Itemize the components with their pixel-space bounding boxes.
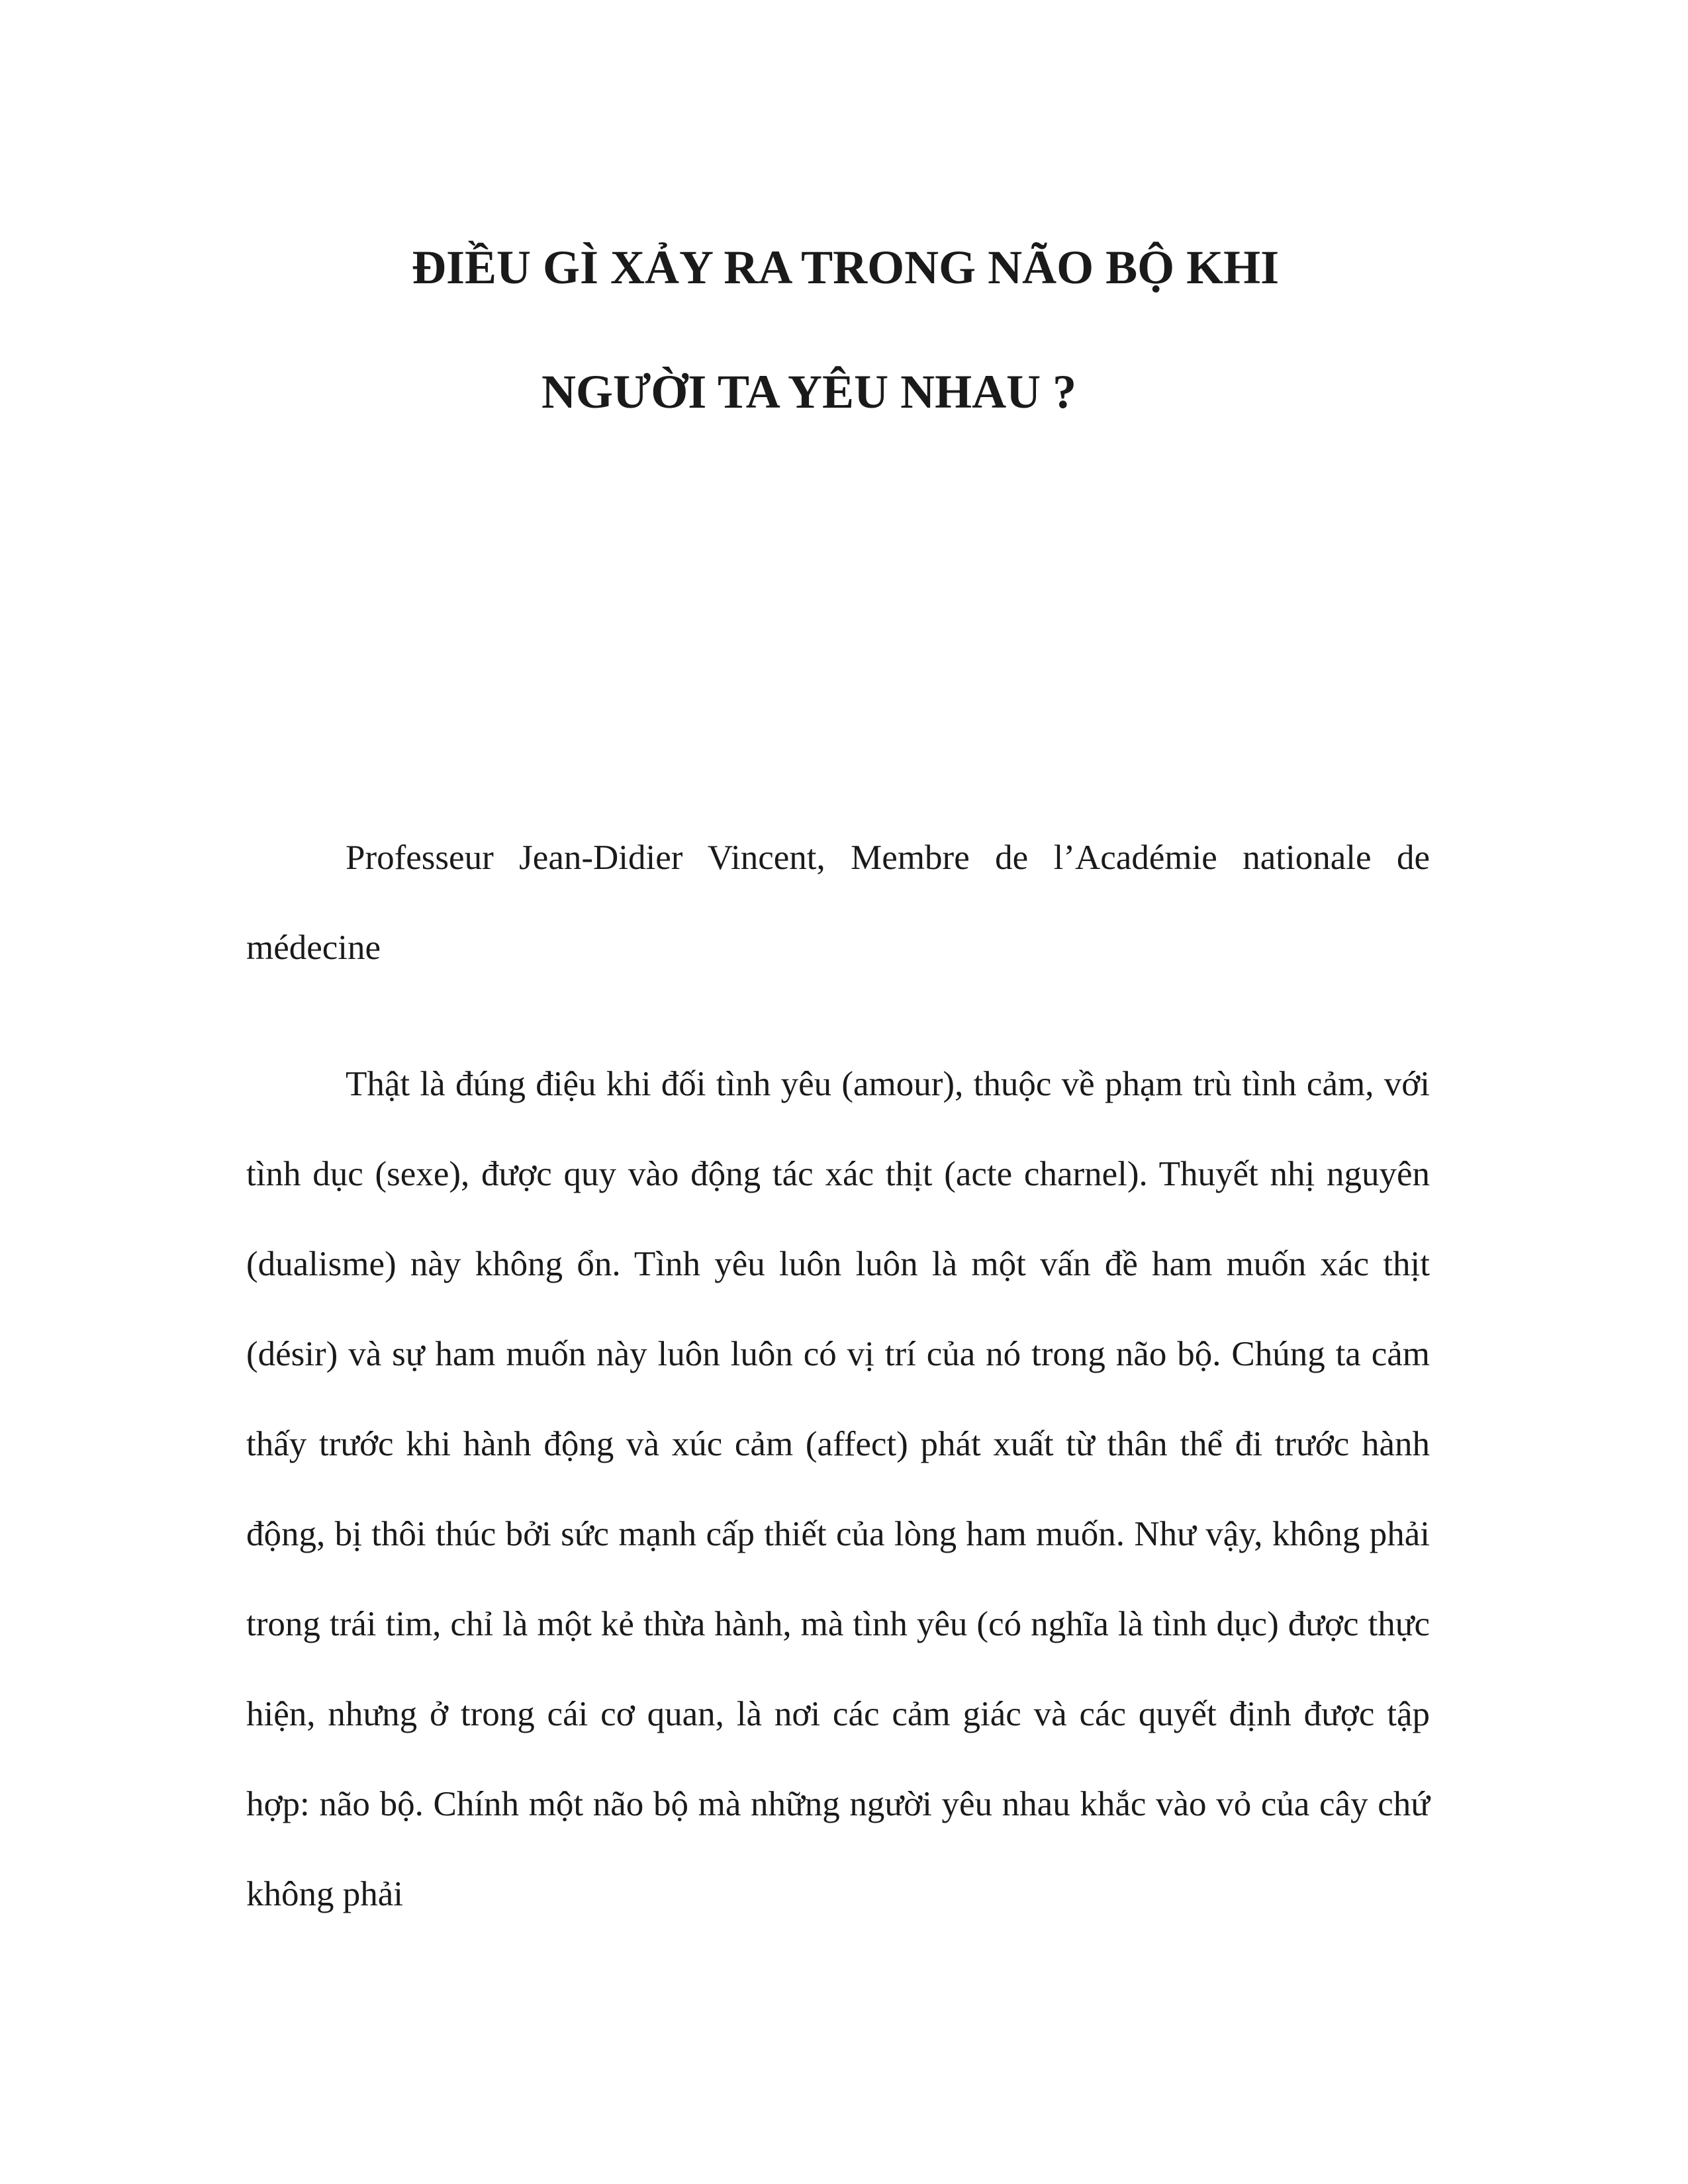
title-line-1: ĐIỀU GÌ XẢY RA TRONG NÃO BỘ KHI (412, 241, 1280, 294)
body-text (246, 1039, 1430, 1939)
author-block (246, 813, 1430, 993)
body-paragraph-1: Thật là đúng điệu khi đối tình yêu (amour), thuộc về phạm trù tình cảm, với tình dục (sexe), được quy vào động tác xác thịt (acte charnel). Thuyết nhị nguyên (dualisme) này không ổn. Tình yêu luôn luôn là một vấn đề ham muốn xác thịt (désir) và sự ham muốn này luôn luôn có vị trí của nó trong não bộ. Chúng ta cảm thấy trước khi hành động và xúc cảm (affect) phát xuất từ thân thể đi trước hành động, bị thôi thúc bởi sức mạnh cấp thiết của lòng ham muốn. Như vậy, không phải trong trái tim, chỉ là một kẻ thừa hành, mà tình yêu (có nghĩa là tình dục) được thực hiện, nhưng ở trong cái cơ quan, là nơi các cảm giác và các quyết định được tập hợp: não bộ. Chính một não bộ mà những người yêu nhau khắc vào vỏ của cây chứ không phải (246, 1065, 1430, 1913)
title-line-2: NGƯỜI TA YÊU NHAU ? (541, 365, 1077, 418)
author-paragraph: Professeur Jean-Didier Vincent, Membre de l’Académie nationale de médecine (246, 839, 1430, 967)
